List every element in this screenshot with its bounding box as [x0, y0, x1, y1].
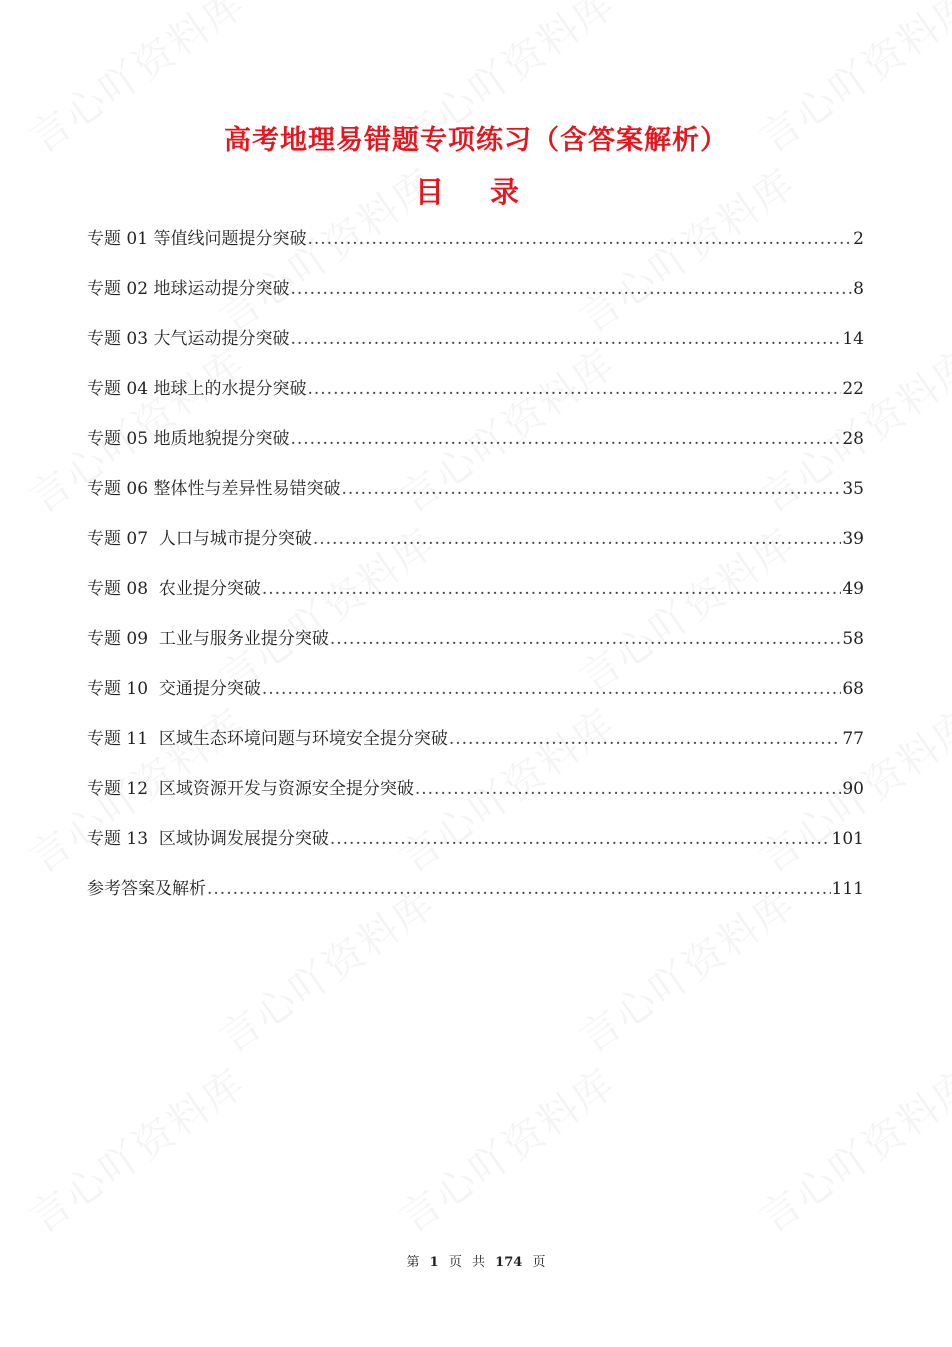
toc-entry-label: 专题 05 地质地貌提分突破 — [87, 429, 290, 449]
toc-entry-label: 专题 04 地球上的水提分突破 — [87, 379, 307, 399]
document-title: 高考地理易错题专项练习（含答案解析） — [224, 125, 728, 156]
toc-entry[interactable] — [87, 275, 864, 325]
dot-leader — [262, 575, 842, 603]
dot-leader — [449, 725, 842, 753]
dot-leader — [307, 375, 841, 403]
footer-page-word: 页 — [448, 1255, 462, 1270]
watermark-text — [746, 1053, 952, 1244]
page-footer — [0, 1251, 952, 1270]
toc-entry-page: 28 — [842, 429, 864, 449]
toc-entry-label: 专题 06 整体性与差异性易错突破 — [87, 479, 341, 499]
toc-entry-label: 专题 10 交通提分突破 — [87, 679, 261, 699]
footer-prefix: 第 — [406, 1255, 420, 1270]
watermark-text — [386, 1053, 625, 1244]
toc-entry[interactable] — [87, 875, 864, 925]
footer-suffix: 页 — [532, 1255, 546, 1270]
toc-entry-label: 专题 01 等值线问题提分突破 — [87, 229, 307, 249]
toc-entry[interactable] — [87, 475, 864, 525]
table-of-contents — [87, 225, 864, 925]
toc-entry-label: 专题 09 工业与服务业提分突破 — [87, 629, 329, 649]
toc-entry[interactable] — [87, 825, 864, 875]
toc-entry-page: 90 — [842, 779, 864, 799]
toc-entry[interactable] — [87, 775, 864, 825]
toc-entry[interactable] — [87, 325, 864, 375]
toc-entry-page: 111 — [831, 879, 864, 899]
toc-entry-page: 68 — [842, 679, 864, 699]
dot-leader — [415, 775, 842, 803]
dot-leader — [330, 825, 831, 853]
toc-entry-label: 专题 02 地球运动提分突破 — [87, 279, 290, 299]
toc-entry[interactable] — [87, 725, 864, 775]
toc-entry-page: 101 — [831, 829, 864, 849]
toc-entry-page: 35 — [842, 479, 864, 499]
toc-entry-label: 专题 13 区域协调发展提分突破 — [87, 829, 329, 849]
toc-entry-page: 39 — [842, 529, 864, 549]
toc-entry[interactable] — [87, 225, 864, 275]
dot-leader — [307, 225, 852, 253]
toc-entry-label: 专题 03 大气运动提分突破 — [87, 329, 290, 349]
toc-entry[interactable] — [87, 675, 864, 725]
watermark-text — [16, 1053, 255, 1244]
dot-leader — [207, 875, 831, 903]
dot-leader — [262, 675, 842, 703]
toc-entry-label: 专题 11 区域生态环境问题与环境安全提分突破 — [87, 729, 448, 749]
toc-entry[interactable] — [87, 575, 864, 625]
dot-leader — [330, 625, 842, 653]
toc-entry-page: 58 — [842, 629, 864, 649]
total-page-count: 174 — [495, 1255, 523, 1270]
toc-entry-page: 2 — [853, 229, 864, 249]
toc-entry-page: 14 — [842, 329, 864, 349]
toc-heading: 目 录 — [414, 175, 538, 209]
toc-entry-page: 8 — [853, 279, 864, 299]
dot-leader — [290, 275, 852, 303]
toc-entry-page: 49 — [842, 579, 864, 599]
toc-entry-label: 专题 12 区域资源开发与资源安全提分突破 — [87, 779, 414, 799]
toc-entry-page: 22 — [842, 379, 864, 399]
dot-leader — [341, 475, 841, 503]
current-page-number: 1 — [429, 1255, 439, 1270]
toc-entry-label: 专题 07 人口与城市提分突破 — [87, 529, 312, 549]
toc-entry[interactable] — [87, 625, 864, 675]
dot-leader — [290, 425, 841, 453]
toc-entry[interactable] — [87, 425, 864, 475]
toc-entry[interactable] — [87, 375, 864, 425]
toc-entry-label: 参考答案及解析 — [87, 879, 206, 899]
dot-leader — [290, 325, 841, 353]
dot-leader — [313, 525, 842, 553]
toc-entry-label: 专题 08 农业提分突破 — [87, 579, 261, 599]
toc-entry[interactable] — [87, 525, 864, 575]
toc-entry-page: 77 — [842, 729, 864, 749]
footer-total-word: 共 — [472, 1255, 486, 1270]
